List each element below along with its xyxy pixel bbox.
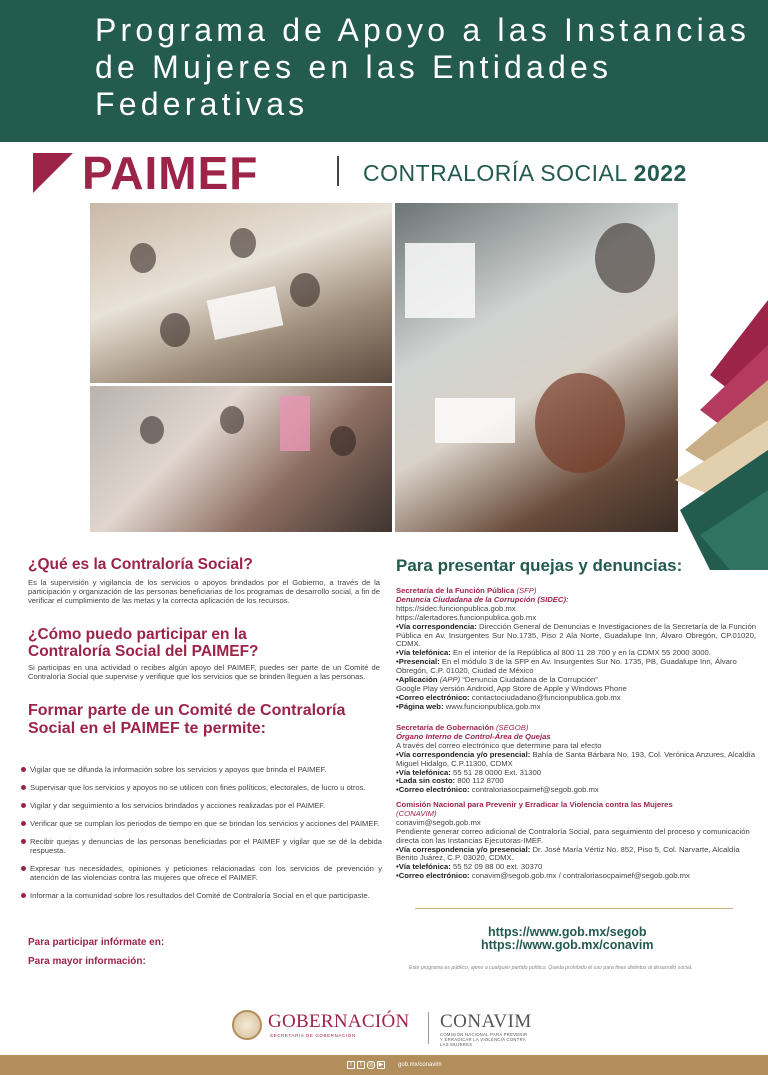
bullet-icon [21,803,26,808]
segob-phone: •Vía telefónica: 55 51 28 0000 Ext. 31300 [396,767,542,777]
segob-correspondence: •Vía correspondencia y/o presencial: Bahía de Santa Bárbara No. 193, Col. Verónica Anzures, Alcaldía Miguel Hidalgo, C.P.11300, CDMX [396,749,756,768]
sfp-name: Secretaría de la Función Pública (SFP) [396,586,537,595]
gobernacion-subtitle: SECRETARÍA DE GOBERNACIÓN [270,1033,356,1038]
list-item: Vigilar que se difunda la información sobre los servicios y apoyos que brinda el PAIMEF. [22,765,382,774]
paimef-logo-triangle [33,153,73,193]
bullet-icon [21,893,26,898]
list-item: Expresar tus necesidades, opiniones y peticiones relacionadas con los servicios de prevención y atención de las violencias contra las mujeres que ofrece el PAIMEF. [22,864,382,882]
segob-block [396,724,756,795]
disclaimer-text: Este programa es público, ajeno a cualquier partido político. Queda prohibido el uso para fines distintos al desarrollo social. [409,965,693,971]
list-item: Recibir quejas y denuncias de las personas beneficiadas por el PAIMEF y vigilar que se dé la debida respuesta. [22,837,382,855]
conavim-logo: CONAVIM [440,1011,532,1032]
header-banner [0,0,768,142]
bullet-icon [21,866,26,871]
segob-subtitle: Órgano Interno de Control-Área de Quejas [396,731,551,741]
sfp-block [396,587,756,712]
conavim-pending: Pendiente generar correo adicional de Contraloría Social, para seguimiento del proceso y comunicación directa con las Instancias Ejecutoras-IMEF. [396,826,750,845]
sfp-url-alertadores[interactable]: https://alertadores.funcionpublica.gob.mx [396,612,537,622]
photo-computer-session [395,203,678,532]
segob-url-link[interactable]: https://www.gob.mx/segob [488,925,647,939]
list-item: Informar a la comunidad sobre los resultados del Comité de Contraloría Social en el que participaste. [22,891,382,900]
how-participate-heading: ¿Cómo puedo participar en la Contraloría Social del PAIMEF? [28,626,259,660]
sfp-web: •Página web: www.funcionpublica.gob.mx [396,701,541,711]
sfp-email: •Correo electrónico: contactociudadano@funcionpublica.gob.mx [396,692,621,702]
what-is-text: Es la supervisión y vigilancia de los servicios o apoyos brindados por el Gobierno, a través de la participación y organización de las personas beneficiarias de los programas de desarrollo social, a fin de verificar el cumplimiento de las metas y la correcta aplicación de los recursos. [28,578,380,605]
facebook-icon[interactable]: f [347,1061,355,1069]
photo-table-meeting [90,386,392,532]
conavim-email: •Correo electrónico: conavim@segob.gob.mx / contraloriasocpaimef@segob.gob.mx [396,871,690,881]
list-item: Verificar que se cumplan los periodos de tiempo en que se brindan los servicios y acciones del PAIMEF. [22,819,382,828]
contraloria-heading [363,160,687,187]
twitter-icon[interactable]: t [357,1061,365,1069]
conavim-url-link[interactable]: https://www.gob.mx/conavim [481,938,654,952]
segob-email: •Correo electrónico: contraloriasocpaimef@segob.gob.mx [396,785,599,795]
how-participate-text: Si participas en una actividad o recibes algún apoyo del PAIMEF, puedes ser parte de un Comité de Contraloría Social que supervise y verifique que los servicios que se brinden lleguen a las personas. [28,663,380,681]
youtube-icon[interactable]: ▶ [378,1062,384,1068]
contraloria-year: 2022 [633,160,687,186]
brand-separator [337,156,339,186]
bullet-icon [21,767,26,772]
conavim-email-line: conavim@segob.gob.mx [396,817,481,827]
instagram-icon[interactable]: ◎ [368,1062,374,1068]
social-icons [347,1061,385,1069]
sfp-app-platforms: Google Play versión Android, App Store de Apple y Windows Phone [396,683,627,693]
decorative-shapes [660,300,768,570]
gobernacion-logo: GOBERNACIÓN [268,1011,410,1032]
participate-info-label: Para participar infórmate en: [28,937,165,948]
program-title: Programa de Apoyo a las Instancias de Mujeres en las Entidades Federativas [95,12,751,122]
photo-group-meeting [90,203,392,383]
conavim-phone: •Vía telefónica: 55 52 09 88 00 ext. 30370 [396,862,543,872]
more-info-label: Para mayor información: [28,956,146,967]
conavim-subtitle: COMISIÓN NACIONAL PARA PREVENIR Y ERRADICAR LA VIOLENCIA CONTRA LAS MUJERES [440,1032,528,1047]
conavim-abbr: (CONAVIM) [396,808,437,818]
complaints-heading: Para presentar quejas y denuncias: [396,556,683,575]
list-item: Vigilar y dar seguimiento a los servicios brindados y acciones realizadas por el PAIMEF. [22,801,382,810]
bullet-icon [21,821,26,826]
sfp-phone: •Vía telefónica: En el interior de la República al 800 11 28 700 y en la CDMX 55 2000 3000. [396,648,711,658]
segob-name: Secretaría de Gobernación (SEGOB) [396,723,529,732]
footer-separator [428,1012,429,1044]
segob-intro: A través del correo electrónico que determine para tal efecto [396,740,602,750]
national-seal-icon [232,1010,262,1040]
committee-benefits-list [22,765,382,909]
bullet-icon [21,839,26,844]
sfp-app: •Aplicación (APP) “Denuncia Ciudadana de la Corrupción” [396,675,598,685]
sfp-subtitle: Denuncia Ciudadana de la Corrupción (SIDEC): [396,594,569,604]
list-item: Supervisar que los servicios y apoyos no se utilicen con fines políticos, electorales, de lucro u otros. [22,783,382,792]
sfp-correspondence: •Vía correspondencia: Dirección General de Denuncias e Investigaciones de la Secretaría de la Función Pública en Av. Insurgentes Sur No.1735, Piso 2 Ala Norte, Guadalupe Inn, Álvaro Obregón, CP.01020, CDMX. [396,621,757,649]
conavim-name: Comisión Nacional para Prevenir y Erradicar la Violencia contra las Mujeres [396,800,673,809]
sfp-url-sidec[interactable]: https://sidec.funcionpublica.gob.mx [396,603,516,613]
bullet-icon [21,785,26,790]
contraloria-label: CONTRALORÍA SOCIAL [363,160,627,186]
conavim-correspondence: •Vía correspondencia y/o presencial: Dr. José María Vértiz No. 852, Piso 5, Col. Narvarte, Alcaldía Benito Juárez, C.P. 03020, CDMX. [396,844,740,863]
conavim-block [396,801,756,881]
sfp-in-person: •Presencial: En el módulo 3 de la SFP en Av. Insurgentes Sur No. 1735, PB, Guadalupe Inn, Álvaro Obregón, C.P. 01020, Ciudad de México [396,657,737,676]
section-divider [415,908,733,909]
social-url[interactable]: gob.mx/conavim [398,1062,442,1068]
paimef-logo: PAIMEF [82,147,259,199]
what-is-heading: ¿Qué es la Contraloría Social? [28,556,253,573]
committee-heading: Formar parte de un Comité de Contraloría Social en el PAIMEF te permite: [28,702,346,737]
segob-toll-free: •Lada sin costo: 800 112 8700 [396,776,504,786]
